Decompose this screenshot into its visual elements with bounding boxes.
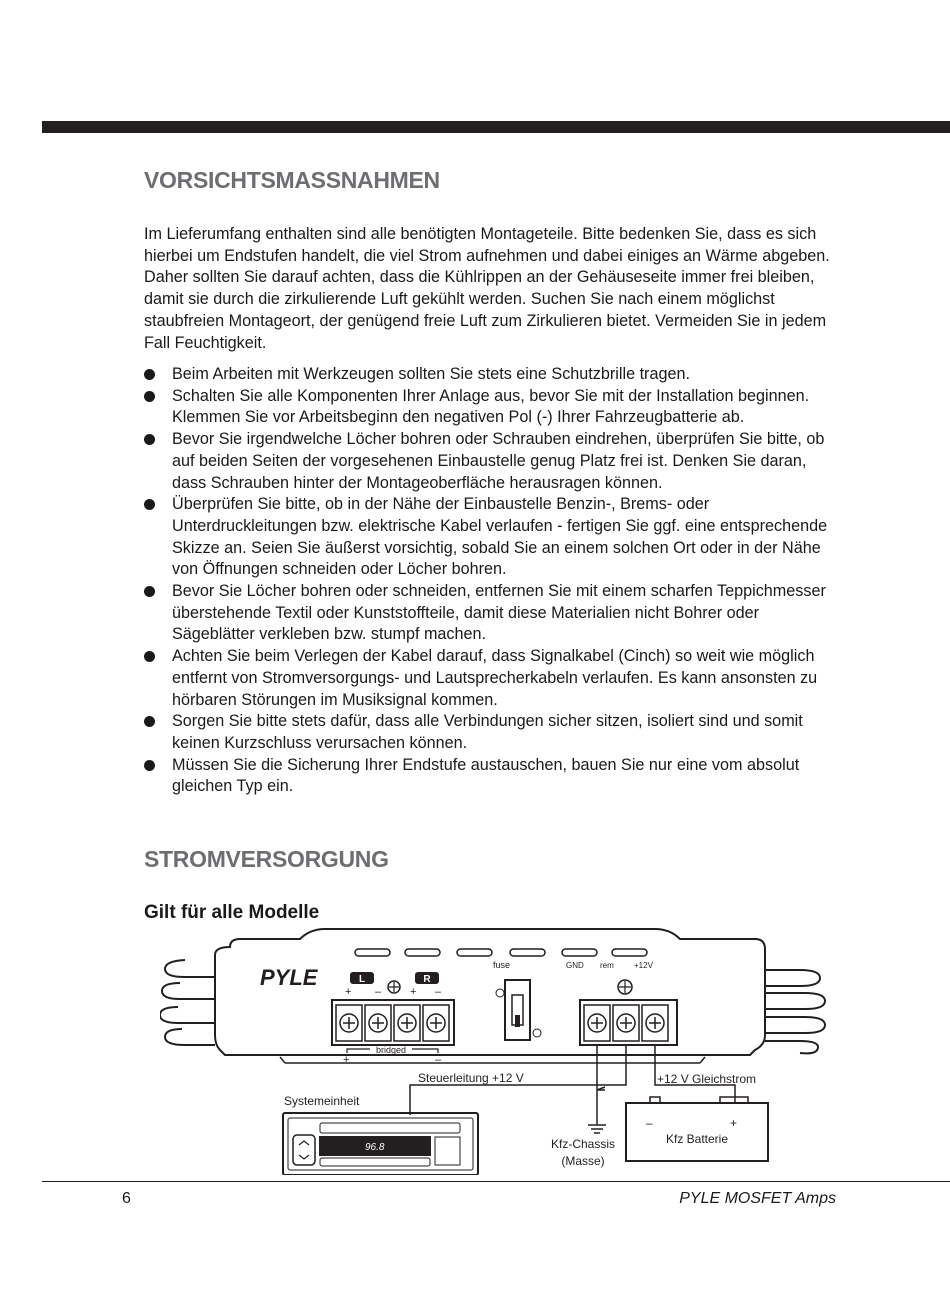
svg-text:+: +	[345, 986, 352, 998]
heatsink-fins-left	[160, 960, 215, 1045]
chassis-sub-label: (Masse)	[561, 1154, 605, 1168]
svg-text:–: –	[435, 1054, 442, 1066]
footer-title: PYLE MOSFET Amps	[679, 1190, 836, 1207]
svg-text:+: +	[730, 1116, 738, 1130]
svg-text:–: –	[375, 986, 382, 998]
bullet-icon	[144, 651, 155, 662]
intro-paragraph: Im Lieferumfang enthalten sind alle benötigten Montageteile. Bitte bedenken Sie, dass es sich hierbei um Endstufen handelt, die viel Strom aufnehmen und dabei einiges an Wärme abgeben. Daher sollten Sie darauf achten, dass die Kühlrippen an der Gehäuseseite immer frei bleiben, damit sie durch die zirkulierende Luft gekühlt werden. Suchen Sie nach einem möglichst staubfreien Montageort, der genügend freie Luft zum Zirkulieren bietet. Vermeiden Sie in jedem Fall Feuchtigkeit.	[144, 225, 830, 352]
vent-slots	[355, 949, 647, 956]
footer-rule	[42, 1181, 950, 1182]
dc-line-label: +12 V Gleichstrom	[657, 1072, 757, 1086]
list-item: Beim Arbeiten mit Werkzeugen sollten Sie stets eine Schutzbrille tragen.	[144, 364, 844, 386]
svg-text:R: R	[423, 974, 431, 985]
subheading-all-models: Gilt für alle Modelle	[144, 902, 320, 923]
list-item: Bevor Sie Löcher bohren oder schneiden, entfernen Sie mit einem scharfen Teppichmesser überstehende Textil oder Kunststoffteile, damit diese Materialien nicht Bohrer oder Sägeblätter verkleben bzw. stumpf machen.	[144, 581, 844, 646]
heading-power-supply: STROMVERSORGUNG	[144, 846, 389, 872]
bridged-label: bridged	[375, 1045, 407, 1055]
control-line-label: Steuerleitung +12 V	[418, 1071, 524, 1085]
chassis-label: Kfz-Chassis	[550, 1137, 616, 1151]
bullet-icon	[144, 716, 155, 727]
chevron-icon	[299, 1141, 309, 1159]
power-terminal-block	[580, 1000, 677, 1045]
svg-text:+: +	[343, 1054, 350, 1066]
rem-label: rem	[600, 961, 614, 970]
page-number: 6	[122, 1190, 131, 1207]
brand-logo: PYLE	[260, 965, 318, 990]
svg-text:–: –	[646, 1116, 653, 1130]
list-item: Müssen Sie die Sicherung Ihrer Endstufe austauschen, bauen Sie nur eine vom absolut gleichen Typ ein.	[144, 755, 844, 798]
bullet-icon	[144, 499, 155, 510]
list-item: Schalten Sie alle Komponenten Ihrer Anlage aus, bevor Sie mit der Installation beginnen. Klemmen Sie vor Arbeitsbeginn den negativen Pol (-) Ihrer Fahrzeugbatterie ab.	[144, 386, 844, 429]
svg-text:L: L	[358, 974, 366, 985]
heatsink-fins-right	[765, 970, 825, 1053]
fuse-label: fuse	[493, 960, 511, 970]
list-item: Sorgen Sie bitte stets dafür, dass alle Verbindungen sicher sitzen, isoliert sind und somit keinen Kurzschluss verursachen können.	[144, 711, 844, 754]
list-item: Überprüfen Sie bitte, ob in der Nähe der Einbaustelle Benzin-, Brems- oder Unterdruckleitungen bzw. elektrische Kabel verlaufen - fertigen Sie ggf. eine entsprechende Skizze an. Seien Sie äußerst vorsichtig, sobald Sie an einem solchen Ort oder in der Nähe von Öffnungen schneiden oder Löcher bohren.	[144, 494, 844, 581]
list-item: Bevor Sie irgendwelche Löcher bohren oder Schrauben eindrehen, überprüfen Sie bitte, ob auf beiden Seiten der vorgesehenen Einbaustelle genug Platz frei ist. Denken Sie daran, dass Schrauben hinter der Montageoberfläche herausragen können.	[144, 429, 844, 494]
fuse-holder	[505, 980, 530, 1040]
wiring-diagram	[160, 925, 840, 1175]
svg-text:+: +	[410, 986, 417, 998]
display-readout: 96.8	[365, 1142, 385, 1153]
precaution-list	[144, 364, 844, 798]
gnd-label: GND	[566, 961, 584, 970]
bullet-icon	[144, 369, 155, 380]
amplifier-body	[215, 929, 765, 1055]
heading-precautions: VORSICHTSMASSNAHMEN	[144, 167, 440, 193]
bullet-icon	[144, 434, 155, 445]
bullet-icon	[144, 391, 155, 402]
plus12-label: +12V	[634, 961, 653, 970]
ground-icon	[588, 1125, 606, 1133]
list-item: Achten Sie beim Verlegen der Kabel darauf, dass Signalkabel (Cinch) so weit wie möglich entfernt von Stromversorgungs- und Lautsprecherkabeln verlaufen. Es kann ansonsten zu hörbaren Störungen im Musiksignal kommen.	[144, 646, 844, 711]
battery-label: Kfz Batterie	[665, 1132, 729, 1146]
bullet-icon	[144, 586, 155, 597]
top-rule	[42, 121, 950, 133]
svg-text:–: –	[435, 986, 442, 998]
head-unit-label: Systemeinheit	[284, 1094, 360, 1108]
bullet-icon	[144, 760, 155, 771]
speaker-terminal-block	[332, 1000, 454, 1045]
